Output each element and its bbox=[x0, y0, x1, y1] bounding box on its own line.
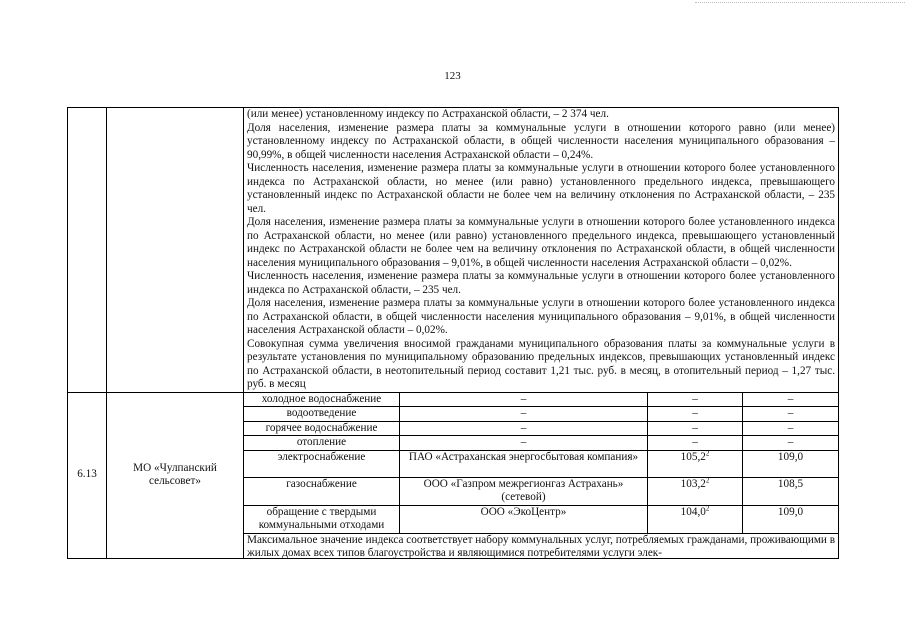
municipality-name: МО «Чулпанский сельсовет» bbox=[107, 392, 244, 558]
index-value: 104,0$^2$ bbox=[648, 505, 743, 533]
provider-name: ООО «Газпром межрегионгаз Астрахань» (сетевой) bbox=[400, 477, 648, 505]
entry-number: 6.13 bbox=[68, 392, 107, 558]
service-name: электроснабжение bbox=[244, 450, 400, 477]
continuation-row bbox=[68, 108, 839, 393]
provider-name: – bbox=[400, 436, 648, 451]
service-name: водоотведение bbox=[244, 407, 400, 422]
provider-name: ПАО «Астраханская энергосбытовая компания» bbox=[400, 450, 648, 477]
index-value: – bbox=[648, 436, 743, 451]
provider-name: – bbox=[400, 421, 648, 436]
service-name: горячее водоснабжение bbox=[244, 421, 400, 436]
continuation-text-cell bbox=[244, 108, 839, 393]
service-name: обращение с твердыми коммунальными отходами bbox=[244, 505, 400, 533]
limit-index-value: – bbox=[743, 392, 839, 407]
paragraph: Численность населения, изменение размера платы за коммунальные услуги в отношении которого более установленного индекса по Астраханской области, – 235 чел. bbox=[247, 270, 836, 296]
limit-index-value: 108,5 bbox=[743, 477, 839, 505]
index-value: – bbox=[648, 421, 743, 436]
provider-name: – bbox=[400, 392, 648, 407]
service-name: отопление bbox=[244, 436, 400, 451]
provider-name: ООО «ЭкоЦентр» bbox=[400, 505, 648, 533]
scan-edge-line bbox=[695, 2, 905, 3]
limit-index-value: – bbox=[743, 421, 839, 436]
service-name: газоснабжение bbox=[244, 477, 400, 505]
paragraph: Доля населения, изменение размера платы за коммунальные услуги в отношении которого более установленного индекса по Астраханской области, в общей численности населения муниципального образования – 9,01%, в общей численности населения Астраханской области – 0,02%. bbox=[247, 297, 836, 336]
number-cell-empty bbox=[68, 108, 107, 393]
paragraph: (или менее) установленному индексу по Астраханской области, – 2 374 чел. bbox=[247, 108, 609, 120]
index-value: 103,2$^2$ bbox=[648, 477, 743, 505]
footer-paragraph: Максимальное значение индекса соответствует набору коммунальных услуг, потребляемых гражданами, проживающими в жилых домах всех типов благоустройства и являющимися потребителями услуги элек- bbox=[247, 533, 836, 558]
municipality-cell-empty bbox=[107, 108, 244, 393]
index-value: 105,2$^2$ bbox=[648, 450, 743, 477]
paragraph: Доля населения, изменение размера платы за коммунальные услуги в отношении которого более установленного индекса по Астраханской области, но менее (или равно) установленного предельного индекса, превышающего установленный индекс по Астраханской области не более чем на величину отклонения по Астраханской области, в общей численности населения муниципального образования – 9,01%, в общей численности населения Астраханской области – 0,02%. bbox=[247, 216, 836, 269]
paragraph: Доля населения, изменение размера платы за коммунальные услуги в отношении которого равно (или менее) установленному индексу по Астраханской области, в общей численности населения муниципального образования – 90,99%, в общей численности населения Астраханской области – 0,24%. bbox=[247, 121, 836, 161]
tariff-table bbox=[67, 107, 839, 559]
limit-index-value: – bbox=[743, 407, 839, 422]
paragraph: Совокупная сумма увеличения вносимой гражданами муниципального образования платы за коммунальные услуги в результате установления по муниципальному образованию предельных индексов, превышающих установленный индекс по Астраханской области, в неотопительный период составит 1,21 тыс. руб. в месяц, в отопительный период – 1,27 тыс. руб. в месяц bbox=[247, 337, 836, 390]
limit-index-value: 109,0 bbox=[743, 450, 839, 477]
service-name: холодное водоснабжение bbox=[244, 392, 400, 407]
page-number: 123 bbox=[444, 70, 461, 82]
service-row bbox=[68, 392, 839, 407]
limit-index-value: – bbox=[743, 436, 839, 451]
provider-name: – bbox=[400, 407, 648, 422]
limit-index-value: 109,0 bbox=[743, 505, 839, 533]
index-value: – bbox=[648, 392, 743, 407]
paragraph: Численность населения, изменение размера платы за коммунальные услуги в отношении которого более установленного индекса по Астраханской области, но менее (или равно) установленного предельного индекса, превышающего установленный индекс по Астраханской области не более чем на величину отклонения по Астраханской области, – 235 чел. bbox=[247, 162, 836, 215]
index-value: – bbox=[648, 407, 743, 422]
footer-text-cell bbox=[244, 533, 839, 558]
